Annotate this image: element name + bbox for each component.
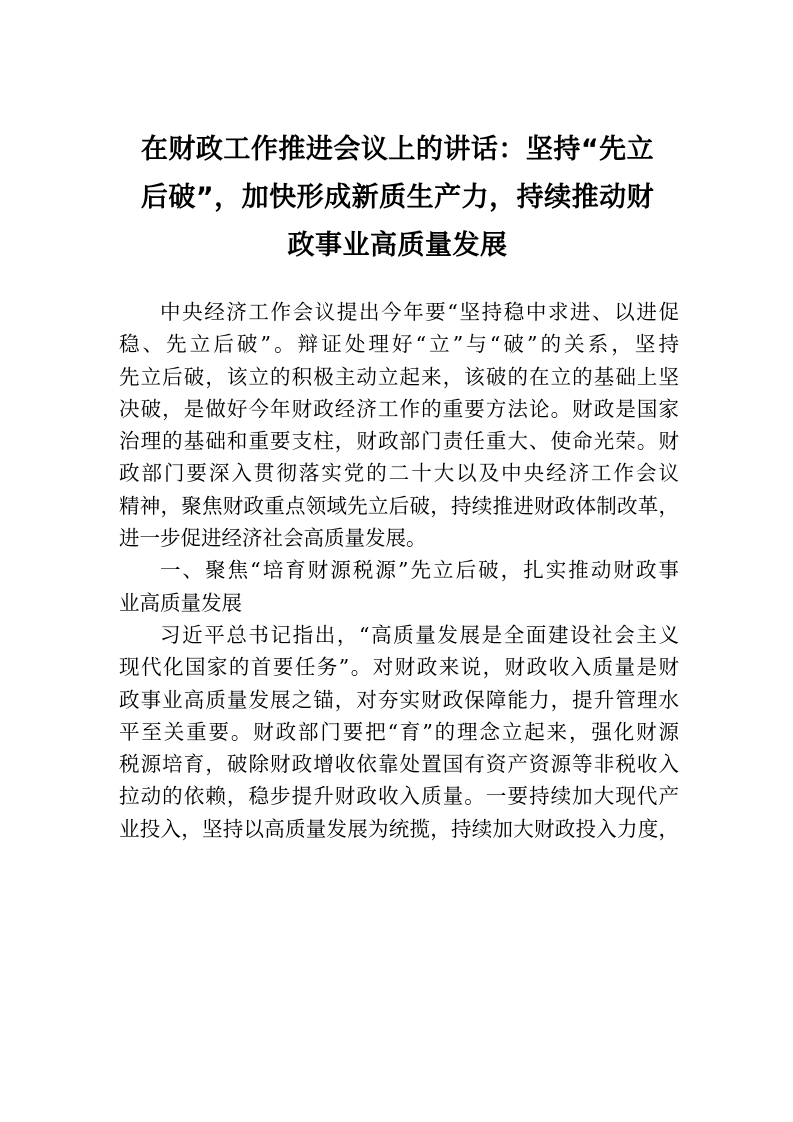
text-line: 政事业高质量发展之锚，对夯实财政保障能力，提升管理水: [119, 687, 679, 712]
text-line: 精神，聚焦财政重点领域先立后破，持续推进财政体制改革，: [119, 493, 679, 518]
text-line: 平至关重要。财政部门要把“育”的理念立起来，强化财源: [119, 719, 679, 744]
text-line: 业投入，坚持以高质量发展为统揽，持续加大财政投入力度，: [119, 816, 679, 841]
text-line: 业高质量发展: [119, 590, 242, 615]
title-line: 后破”，加快形成新质生产力，持续推动财: [140, 182, 655, 213]
paragraph-intro: [119, 296, 679, 554]
title-line: 政事业高质量发展: [287, 230, 508, 261]
text-line: 现代化国家的首要任务”。对财政来说，财政收入质量是财: [119, 655, 679, 680]
text-line: 治理的基础和重要支柱，财政部门责任重大、使命光荣。财: [119, 429, 679, 454]
text-line: 习近平总书记指出，“高质量发展是全面建设社会主义: [160, 622, 679, 647]
paragraph-section-1: [119, 619, 679, 845]
text-line: 税源培育，破除财政增收依靠处置国有资产资源等非税收入: [119, 752, 679, 777]
text-line: 决破，是做好今年财政经济工作的重要方法论。财政是国家: [119, 396, 679, 421]
section-heading-1: [119, 554, 679, 619]
text-line: 中央经济工作会议提出今年要“坚持稳中求进、以进促: [160, 300, 679, 324]
text-line: 先立后破，该立的积极主动立起来，该破的在立的基础上坚: [119, 364, 679, 389]
text-line: 拉动的依赖，稳步提升财政收入质量。一要持续加大现代产: [119, 784, 679, 809]
text-line: 进一步促进经济社会高质量发展。: [119, 526, 427, 551]
text-line: 政部门要深入贯彻落实党的二十大以及中央经济工作会议: [119, 461, 679, 486]
title-line: 在财政工作推进会议上的讲话：坚持“先立: [140, 134, 655, 165]
text-line: 一、聚焦“培育财源税源”先立后破，扎实推动财政事: [160, 558, 679, 583]
text-line: 稳、先立后破”。辩证处理好“立”与“破”的关系，坚持: [119, 332, 679, 357]
document-body: [119, 296, 679, 845]
document-title: [110, 126, 685, 270]
